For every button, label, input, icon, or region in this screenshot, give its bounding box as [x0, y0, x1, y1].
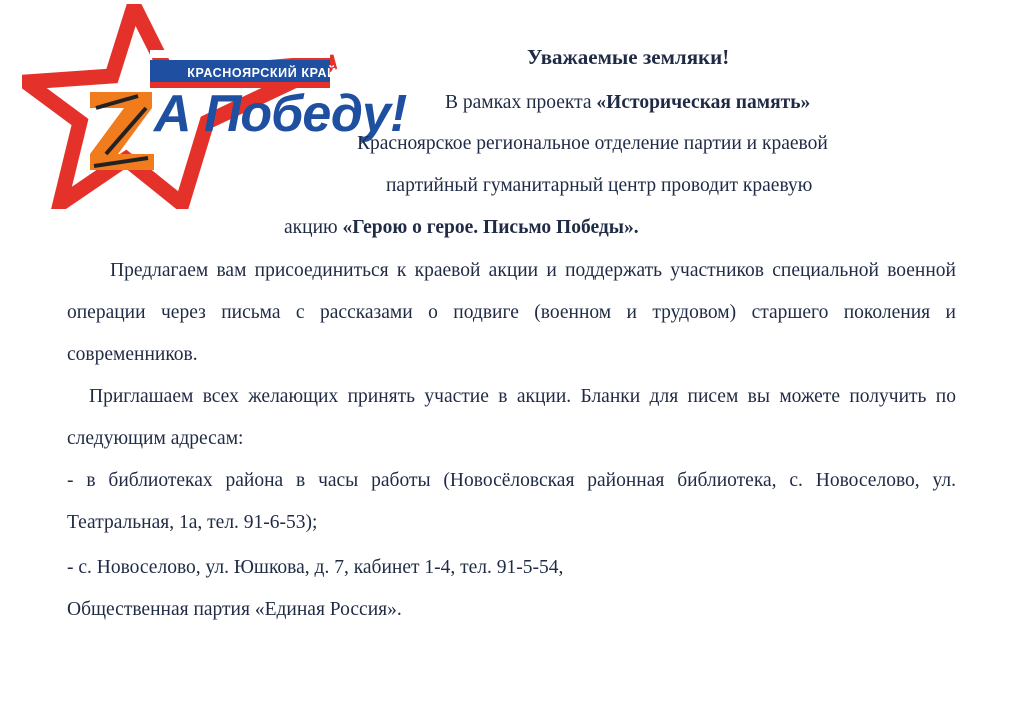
project-line [445, 90, 810, 116]
project-prefix: В рамках проекта [445, 92, 597, 113]
logo-slogan [154, 82, 407, 146]
logo-region-text: КРАСНОЯРСКИЙ КРАЙ [187, 66, 337, 80]
georgian-ribbon-z-icon [90, 92, 154, 170]
za-pobedu-logo [22, 4, 407, 209]
invitation-paragraph: Предлагаем вам присоединиться к краевой акции и поддержать участников специальной военной операции через письма с рассказами о подвиге (военном и трудовом) старшего поколения и современников. [67, 260, 956, 365]
participation-paragraph: Приглашаем всех желающих принять участие в акции. Бланки для писем вы можете получить по следующим адресам: [67, 386, 956, 449]
center-line: партийный гуманитарный центр проводит краевую [386, 175, 813, 196]
action-prefix: акцию [284, 217, 343, 238]
slogan-rest-text: А Победу! [154, 85, 407, 143]
address-office: - с. Новоселово, ул. Юшкова, д. 7, кабинет 1-4, тел. 91-5-54, [67, 557, 564, 578]
greeting-heading: Уважаемые земляки! [527, 45, 730, 69]
party-footer: Общественная партия «Единая Россия». [67, 599, 402, 620]
org-line: Красноярское региональное отделение партии и краевой [357, 133, 828, 154]
action-name: «Герою о герое. Письмо Победы». [342, 217, 639, 238]
project-name: «Историческая память» [596, 92, 811, 113]
action-line [284, 215, 639, 241]
address-library: - в библиотеках района в часы работы (Новосёловская районная библиотека, с. Новоселово, ул. Театральная, 1а, тел. 91-6-53); [67, 470, 956, 533]
